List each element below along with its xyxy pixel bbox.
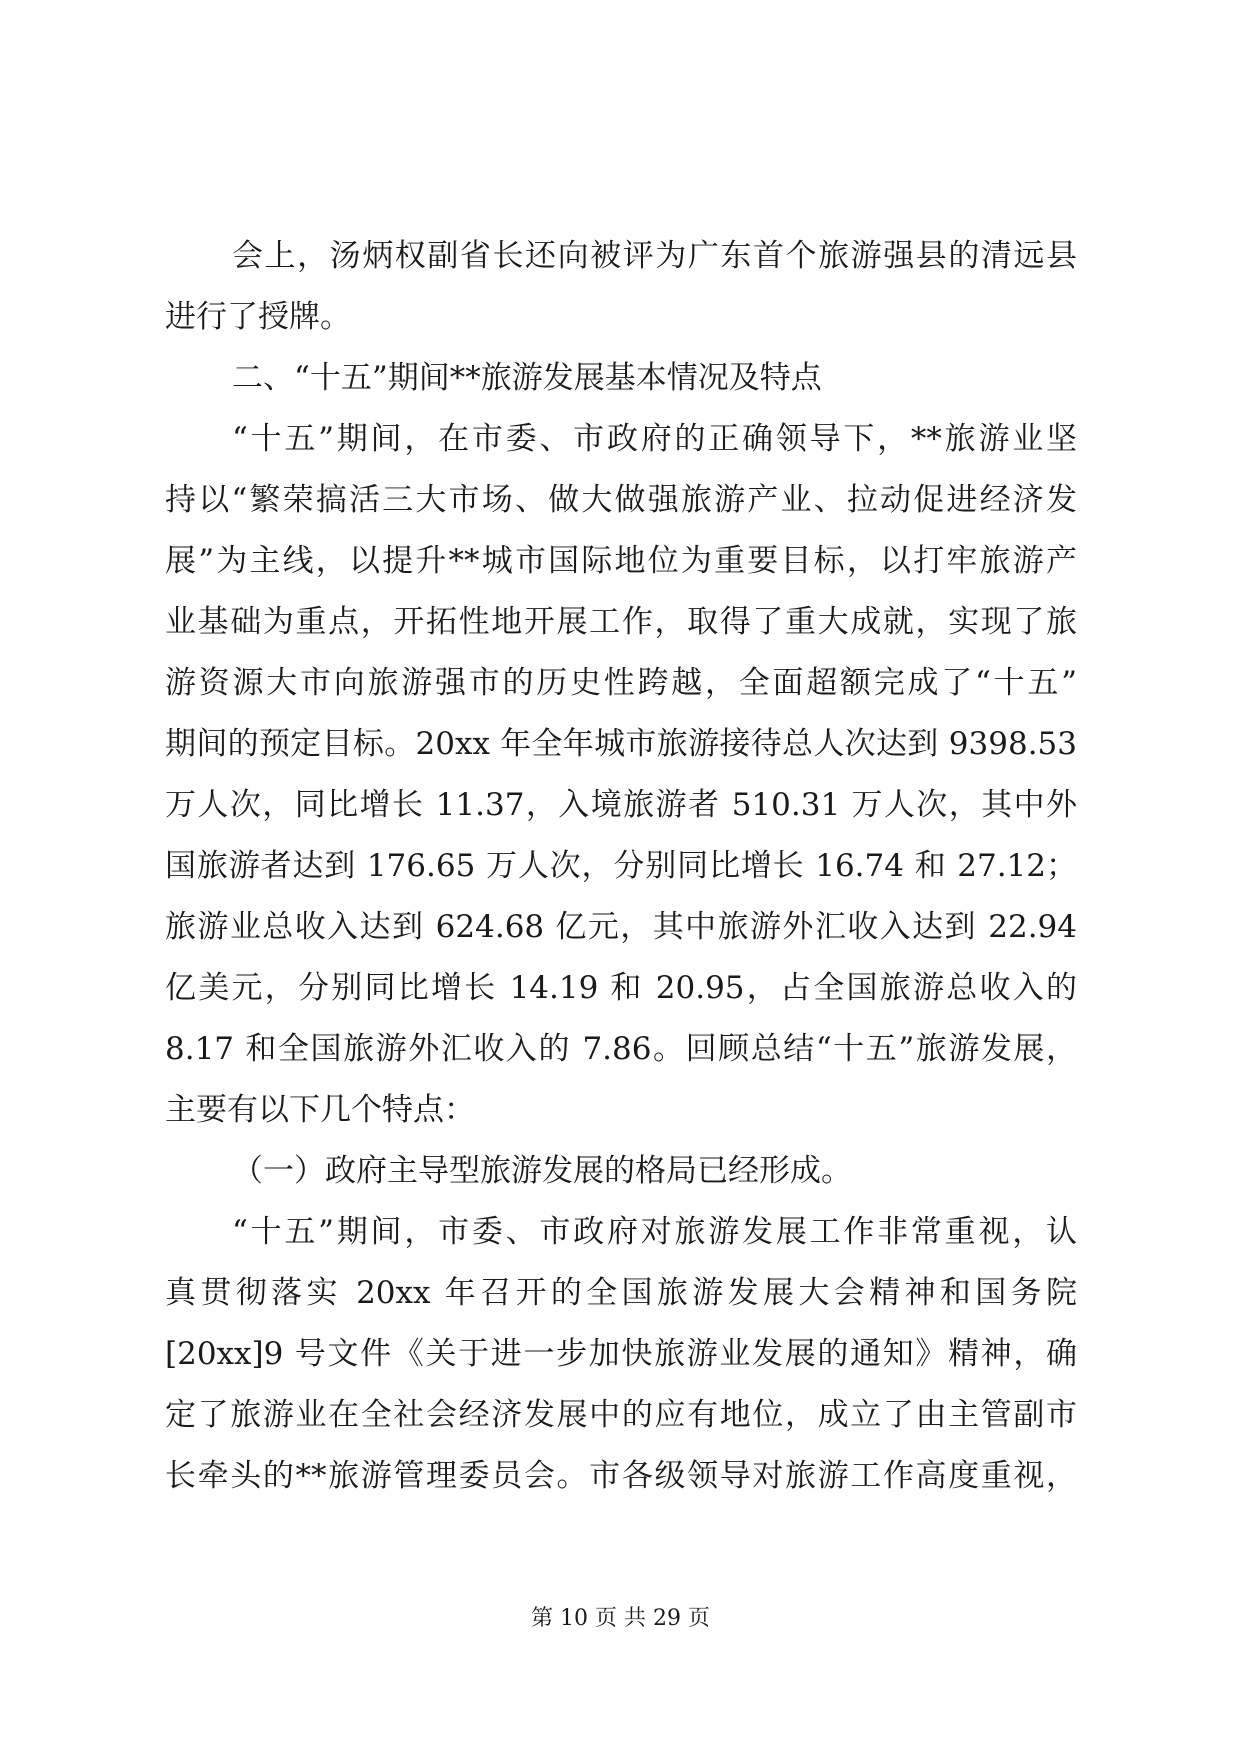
- section-heading: 二、“十五”期间**旅游发展基本情况及特点: [232, 360, 822, 396]
- paragraph-line: 进行了授牌。: [165, 299, 351, 335]
- paragraph-line: 期间的预定目标。20xx 年全年城市旅游接待总人次达到 9398.53: [165, 726, 1077, 762]
- paragraph-line: 长牵头的**旅游管理委员会。市各级领导对旅游工作高度重视，: [165, 1458, 1077, 1494]
- subsection-heading: （一）政府主导型旅游发展的格局已经形成。: [232, 1153, 852, 1189]
- document-body: [165, 226, 1077, 1507]
- paragraph-line: 业基础为重点，开拓性地开展工作，取得了重大成就，实现了旅: [165, 604, 1077, 640]
- paragraph-line: 定了旅游业在全社会经济发展中的应有地位，成立了由主管副市: [165, 1397, 1077, 1433]
- paragraph-line: 8.17 和全国旅游外汇收入的 7.86。回顾总结“十五”旅游发展，: [165, 1031, 1077, 1067]
- paragraph-line: 会上，汤炳权副省长还向被评为广东首个旅游强县的清远县: [232, 238, 1077, 274]
- paragraph-line: [20xx]9 号文件《关于进一步加快旅游业发展的通知》精神，确: [165, 1336, 1077, 1372]
- paragraph-line: 真贯彻落实 20xx 年召开的全国旅游发展大会精神和国务院: [165, 1275, 1077, 1311]
- paragraph-line: “十五”期间，市委、市政府对旅游发展工作非常重视，认: [232, 1214, 1077, 1250]
- paragraph-line: 主要有以下几个特点：: [165, 1092, 475, 1128]
- page-number-footer: 第 10 页 共 29 页: [531, 1606, 710, 1631]
- paragraph-line: 万人次，同比增长 11.37，入境旅游者 510.31 万人次，其中外: [165, 787, 1077, 823]
- paragraph-line: 游资源大市向旅游强市的历史性跨越，全面超额完成了“十五”: [165, 665, 1077, 701]
- paragraph-line: 展”为主线，以提升**城市国际地位为重要目标，以打牢旅游产: [165, 543, 1077, 579]
- paragraph-line: 旅游业总收入达到 624.68 亿元，其中旅游外汇收入达到 22.94: [165, 909, 1077, 945]
- paragraph-line: 国旅游者达到 176.65 万人次，分别同比增长 16.74 和 27.12；: [165, 848, 1077, 884]
- paragraph-line: 持以“繁荣搞活三大市场、做大做强旅游产业、拉动促进经济发: [165, 482, 1077, 518]
- paragraph-line: “十五”期间，在市委、市政府的正确领导下，**旅游业坚: [232, 421, 1077, 457]
- paragraph-line: 亿美元，分别同比增长 14.19 和 20.95，占全国旅游总收入的: [165, 970, 1077, 1006]
